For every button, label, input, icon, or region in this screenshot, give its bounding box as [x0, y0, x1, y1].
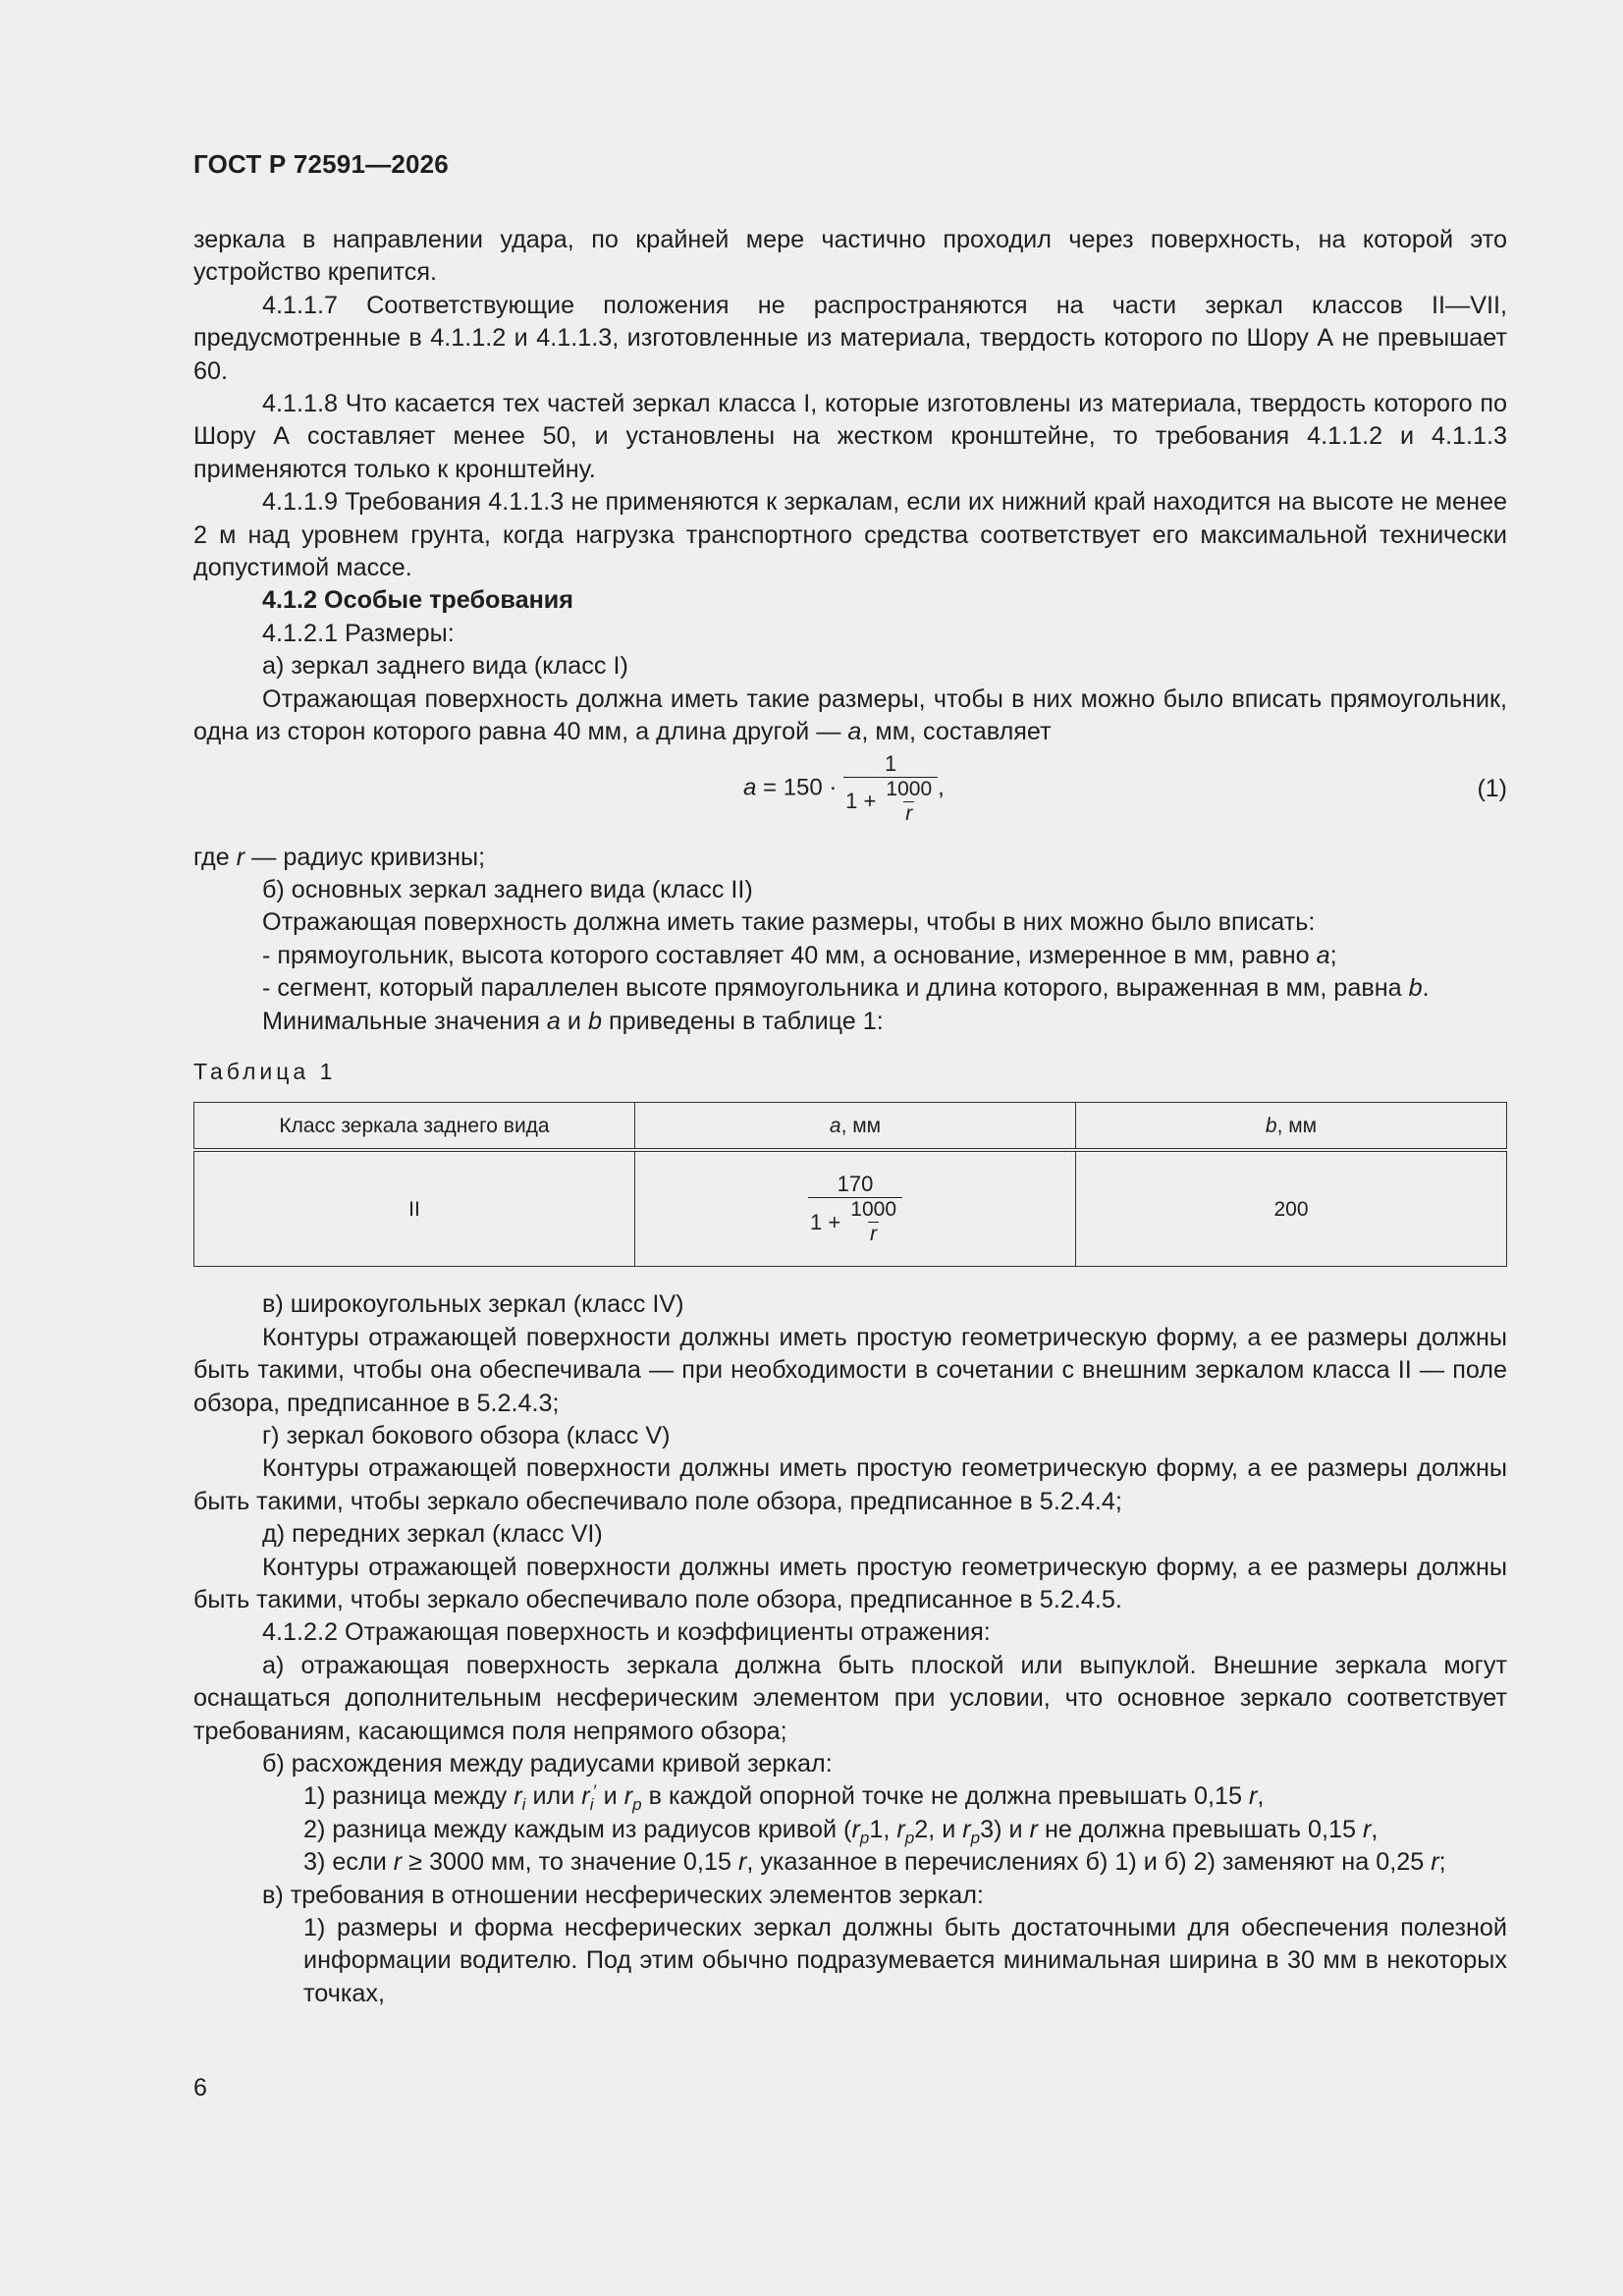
- paragraph-4-1-1-9: 4.1.1.9 Требования 4.1.1.3 не применяются к зеркалам, если их нижний край находится на высоте не менее 2 м над уровнем грунта, когда нагрузка транспортного средства соответствует его максимальной технически допустимой массе.: [193, 488, 1507, 582]
- paragraph: Отражающая поверхность должна иметь такие размеры, чтобы в них можно было вписать:: [262, 908, 1316, 937]
- fraction: 170 1 + $\frac{1000}{r}$: [808, 1172, 902, 1246]
- table-cell: II: [194, 1150, 635, 1267]
- column-header: a, мм: [635, 1103, 1076, 1151]
- column-header: b, мм: [1076, 1103, 1507, 1151]
- list-item-dash: - прямоугольник, высота которого составляет 40 мм, а основание, измеренное в мм, равно a;: [262, 941, 1337, 969]
- formula-expression: a = 150 · 1 1 + $\frac{1000}{r}$ ,: [743, 750, 945, 825]
- list-item-g: г) зеркал бокового обзора (класс V): [262, 1421, 671, 1449]
- fraction: 1 1 + $\frac{1000}{r}$: [843, 751, 938, 826]
- list-item-v: в) широкоугольных зеркал (класс IV): [262, 1290, 684, 1319]
- list-item-b: б) основных зеркал заднего вида (класс II): [262, 875, 753, 903]
- document-body: [193, 224, 1507, 2010]
- sub-list-item-1: 1) разница между $r_i$ или $r_i'$ и $r_p$ в каждой опорной точке не должна превышать 0,15 r,: [303, 1781, 1265, 1815]
- page-number: 6: [193, 2074, 207, 2102]
- paragraph-4-1-2-2: 4.1.2.2 Отражающая поверхность и коэффициенты отражения:: [262, 1618, 991, 1647]
- paragraph: Контуры отражающей поверхности должны иметь простую геометрическую форму, а ее размеры должны быть такими, чтобы она обеспечивала — при необходимости в сочетании с внешним зеркалом класса II — поле обзора, предписанное в 5.2.4.3;: [193, 1323, 1507, 1417]
- paragraph-4-1-2-1: 4.1.2.1 Размеры:: [262, 619, 455, 647]
- section-heading-4-1-2: 4.1.2 Особые требования: [262, 586, 573, 615]
- table-cell: 200: [1076, 1150, 1507, 1267]
- paragraph: где r — радиус кривизны;: [193, 843, 486, 871]
- column-header: Класс зеркала заднего вида: [194, 1103, 635, 1151]
- inner-fraction: $\frac{1000}{r}$: [886, 777, 933, 825]
- list-item-v: в) требования в отношении несферических элементов зеркал:: [262, 1881, 984, 1909]
- sub-list-item-2: 2) разница между каждым из радиусов кривой ($r_p1$, $r_p2$, и $r_p3$) и r не должна превышать 0,15 r,: [303, 1815, 1379, 1847]
- list-item-d: д) передних зеркал (класс VI): [262, 1520, 603, 1549]
- paragraph: Контуры отражающей поверхности должны иметь простую геометрическую форму, а ее размеры должны быть такими, чтобы зеркало обеспечивало поле обзора, предписанное в 5.2.4.4;: [193, 1454, 1507, 1515]
- list-item-dash: - сегмент, который параллелен высоте прямоугольника и длина которого, выраженная в мм, равна b.: [262, 974, 1430, 1003]
- list-item-b: б) расхождения между радиусами кривой зеркал:: [262, 1750, 833, 1778]
- paragraph: зеркала в направлении удара, по крайней мере частично проходил через поверхность, на которой это устройство крепится.: [193, 226, 1507, 287]
- document-header: ГОСТ Р 72591—2026: [193, 149, 449, 179]
- paragraph-4-1-1-8: 4.1.1.8 Что касается тех частей зеркал класса I, которые изготовлены из материала, твердость которого по Шору А составляет менее 50, и установлены на жестком кронштейне, то требования 4.1.1.2 и 4.1.1.3 применяются только к кронштейну.: [193, 390, 1507, 483]
- formula-1: [193, 751, 1507, 842]
- sub-list-item-1: 1) размеры и форма несферических зеркал должны быть достаточными для обеспечения полезной информации водителю. Под этим обычно подразумевается минимальная ширина в 30 мм в некоторых точках,: [303, 1914, 1507, 2007]
- table-1: [193, 1102, 1507, 1267]
- table-row: [194, 1150, 1507, 1267]
- paragraph: Минимальные значения a и b приведены в таблице 1:: [262, 1007, 884, 1035]
- paragraph: Отражающая поверхность должна иметь такие размеры, чтобы в них можно было вписать прямоугольник, одна из сторон которого равна 40 мм, а длина другой — a, мм, составляет: [193, 684, 1507, 746]
- paragraph: Контуры отражающей поверхности должны иметь простую геометрическую форму, а ее размеры должны быть такими, чтобы зеркало обеспечивало поле обзора, предписанное в 5.2.4.5.: [193, 1553, 1507, 1613]
- list-item-a: а) зеркал заднего вида (класс I): [262, 652, 628, 681]
- table-caption: Таблица 1: [193, 1058, 337, 1084]
- list-item-a: а) отражающая поверхность зеркала должна быть плоской или выпуклой. Внешние зеркала могут оснащаться дополнительным несферическим элементом при условии, что основное зеркало соответствует требованиям, касающимся поля непрямого обзора;: [193, 1651, 1507, 1745]
- sub-list-item-3: 3) если r ≥ 3000 мм, то значение 0,15 r, указанное в перечислениях б) 1) и б) 2) заменяют на 0,25 r;: [303, 1848, 1446, 1877]
- formula-number: (1): [1477, 774, 1507, 802]
- inner-fraction: $\frac{1000}{r}$: [850, 1198, 897, 1246]
- table-header-row: [194, 1103, 1507, 1151]
- table-cell: [635, 1150, 1076, 1267]
- paragraph-4-1-1-7: 4.1.1.7 Соответствующие положения не распространяются на части зеркал классов II—VII, предусмотренные в 4.1.1.2 и 4.1.1.3, изготовленные из материала, твердость которого по Шору А не превышает 60.: [193, 291, 1507, 385]
